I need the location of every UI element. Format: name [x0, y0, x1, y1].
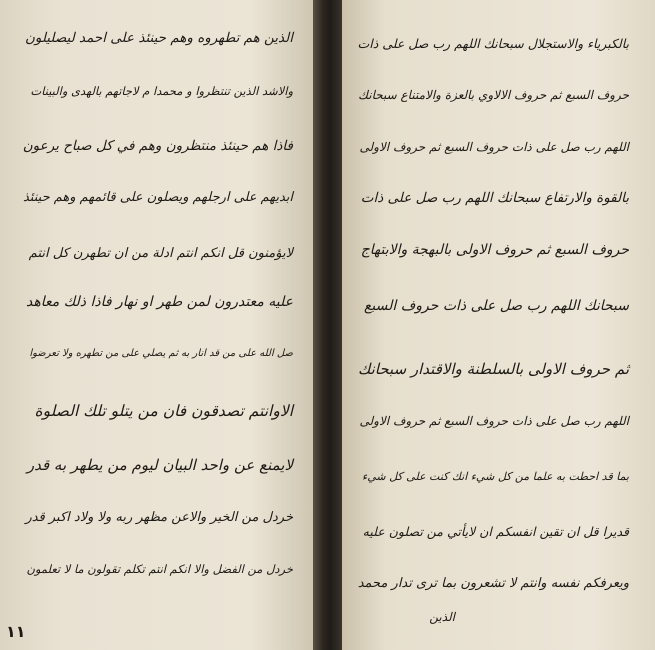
right-line-6: سبحانك اللهم رب صل على ذات حروف السبع [363, 298, 629, 314]
right-page [342, 0, 655, 650]
right-line-9: بما قد احطت به علما من كل شيء انك كنت على كل شيء [362, 470, 629, 483]
left-line-4: ابديهم على ارجلهم ويصلون على قائمهم وهم حينئذ [22, 190, 293, 205]
right-line-11: ويعرفكم نفسه وانتم لا تشعرون بما ترى تدار محمد [357, 576, 629, 591]
left-line-6: عليه معتدرون لمن طهر او نهار فاذا ذلك معاهد [26, 294, 293, 310]
left-line-8: الاوانتم تصدقون فان من يتلو تلك الصلوة [34, 402, 293, 420]
right-line-7: ثم حروف الاولى بالسلطنة والاقتدار سبحانك [357, 360, 629, 378]
left-line-7: صل الله على من قد انار به ثم يصلي على من تطهره ولا تعرضوا [29, 348, 293, 359]
left-line-3: فاذا هم حينئذ منتظرون وهم في كل صباح يرعون [22, 138, 293, 154]
right-line-catchword: الذين [429, 610, 455, 624]
left-line-5: لايؤمنون قل انكم انتم ادلة من ان تطهرن كل انتم [28, 246, 293, 261]
right-line-3: اللهم رب صل على ذات حروف السبع ثم حروف الاولى [359, 140, 629, 154]
page-number: ١١ [6, 622, 26, 641]
left-line-10: خردل من الخير والاعن مظهر ربه ولا ولاد اكبر قدر [25, 510, 293, 525]
right-line-1: بالكبرياء والاستجلال سبحانك اللهم رب صل على ذات [357, 36, 629, 51]
right-line-2: حروف السبع ثم حروف الالاوي بالعزة والامتناع سبحانك [358, 88, 629, 102]
right-line-8: اللهم رب صل على ذات حروف السبع ثم حروف الاولى [359, 414, 629, 428]
left-line-2: والاشد الذين تنتظروا و محمدا م لاجاتهم بالهدى والبينات [30, 84, 293, 98]
left-line-9: لايمنع عن واحد البيان ليوم من يطهر به قدر [26, 456, 293, 474]
left-page [0, 0, 313, 650]
book-gutter [313, 0, 342, 650]
right-line-10: قديرا قل ان تقين انفسكم ان لايأتي من تصلون عليه [362, 524, 629, 539]
left-line-1: الذين هم تطهروه وهم حينئذ على احمد ليصليلون [24, 30, 293, 46]
right-line-5: حروف السبع ثم حروف الاولى بالبهجة والابتهاج [360, 242, 629, 258]
right-line-4: بالقوة والارتفاع سبحانك اللهم رب صل على ذات [360, 190, 629, 206]
left-line-11: خردل من الفضل والا انكم انتم تكلم تقولون ما لا تعلمون [26, 562, 293, 576]
